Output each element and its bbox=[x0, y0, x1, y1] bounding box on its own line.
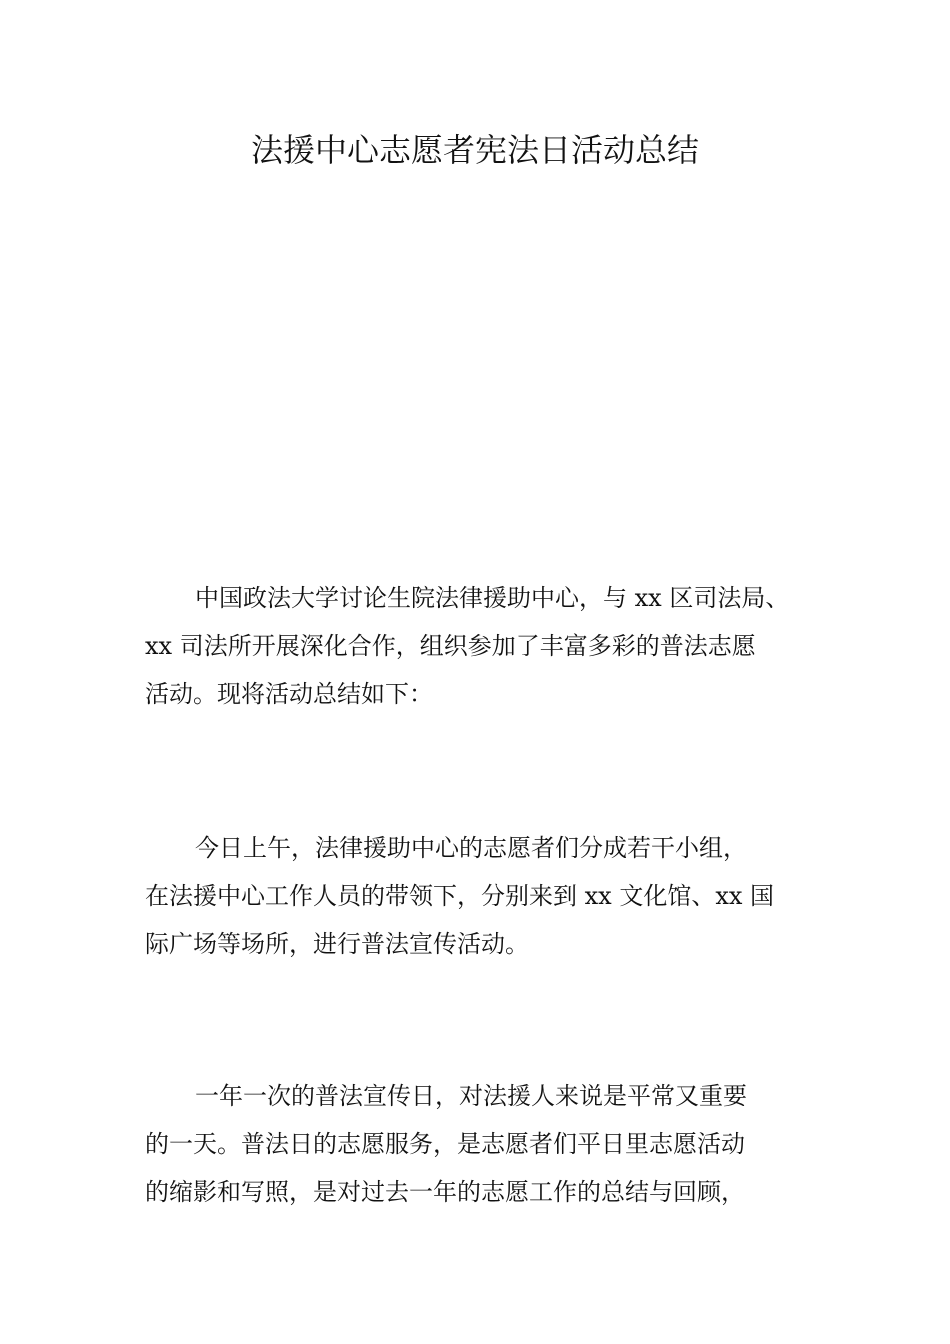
paragraph-line: 一年一次的普法宣传日，对法援人来说是平常又重要 bbox=[195, 1082, 747, 1110]
paragraph-intro bbox=[145, 574, 835, 718]
document-title: 法援中心志愿者宪法日活动总结 bbox=[250, 131, 699, 169]
paragraph-line: 的缩影和写照，是对过去一年的志愿工作的总结与回顾， bbox=[145, 1178, 745, 1206]
paragraph-line: 的一天。普法日的志愿服务，是志愿者们平日里志愿活动 bbox=[145, 1130, 745, 1158]
paragraph-significance bbox=[145, 1072, 835, 1216]
paragraph-line: 今日上午，法律援助中心的志愿者们分成若干小组， bbox=[195, 834, 747, 862]
paragraph-activity bbox=[145, 824, 835, 968]
paragraph-line: 中国政法大学讨论生院法律援助中心，与 xx 区司法局、 bbox=[195, 584, 790, 612]
paragraph-line: 在法援中心工作人员的带领下，分别来到 xx 文化馆、xx 国 bbox=[145, 882, 775, 910]
paragraph-line: 际广场等场所，进行普法宣传活动。 bbox=[145, 930, 529, 958]
paragraph-line: xx 司法所开展深化合作，组织参加了丰富多彩的普法志愿 bbox=[145, 632, 756, 660]
paragraph-line: 活动。现将活动总结如下： bbox=[145, 680, 433, 708]
